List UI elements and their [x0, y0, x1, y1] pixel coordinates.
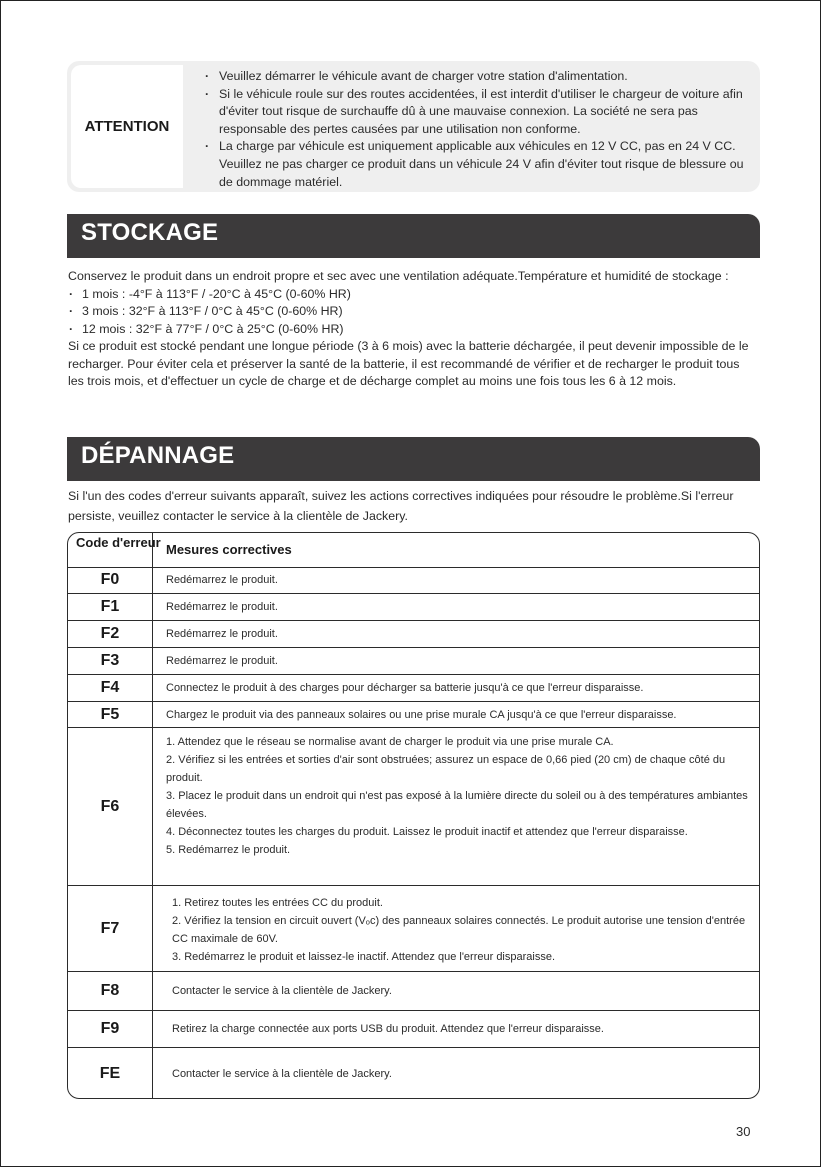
- attention-item: · Veuillez démarrer le véhicule avant de charger votre station d'alimentation.: [205, 68, 753, 86]
- corrective-action: Redémarrez le produit.: [166, 628, 278, 640]
- corrective-action: Redémarrez le produit.: [166, 601, 278, 613]
- table-row: [68, 728, 759, 886]
- error-code: F8: [100, 982, 120, 999]
- storage-note: Si ce produit est stocké pendant une longue période (3 à 6 mois) avec la batterie déchargée, il peut devenir impossible de le recharger. Pour éviter cela et préserver la santé de la batterie, il est recommandé de vérifier et de recharger le produit tous les trois mois, et d'effectuer un cycle de charge et de décharge complet au moins une fois tous les 6 à 12 mois.: [68, 339, 749, 388]
- error-code: F2: [100, 625, 120, 642]
- page-number: 30: [736, 1124, 751, 1139]
- troubleshooting-heading: DÉPANNAGE: [81, 442, 235, 469]
- error-code: F9: [100, 1020, 120, 1037]
- corrective-action: Connectez le produit à des charges pour décharger sa batterie jusqu'à ce que l'erreur disparaisse.: [166, 682, 644, 694]
- table-row: [68, 702, 759, 728]
- storage-intro: Conservez le produit dans un endroit propre et sec avec une ventilation adéquate.Température et humidité de stockage :: [68, 269, 729, 283]
- error-code: F5: [100, 705, 120, 723]
- error-code: F7: [100, 919, 120, 937]
- corrective-step: 3. Redémarrez le produit et laissez-le inactif. Attendez que l'erreur disparaisse.: [172, 951, 556, 963]
- corrective-step: 2. Vérifiez la tension en circuit ouvert (Vₒc) des panneaux solaires connectés. Le produit autorise une tension d'entrée CC maximale de 60V.: [172, 915, 746, 945]
- corrective-step: 1. Retirez toutes les entrées CC du produit.: [172, 897, 383, 909]
- attention-list: [205, 68, 753, 191]
- corrective-step: 3. Placez le produit dans un endroit qui n'est pas exposé à la lumière directe du soleil ou à des températures ambiantes élevées.: [166, 790, 748, 820]
- table-row: [68, 972, 759, 1011]
- table-row: [68, 648, 759, 675]
- corrective-step: 2. Vérifiez si les entrées et sorties d'air sont obstruées; assurez un espace de 0,66 pied (20 cm) de chaque côté du produit.: [166, 754, 726, 784]
- attention-box: [67, 61, 760, 192]
- storage-item: · 12 mois : 32°F à 77°F / 0°C à 25°C (0-60% HR): [68, 321, 758, 339]
- corrective-action: Retirez la charge connectée aux ports USB du produit. Attendez que l'erreur disparaisse.: [172, 1023, 604, 1035]
- storage-heading-bar: [67, 214, 760, 258]
- error-code: F0: [100, 571, 120, 588]
- table-row: [68, 675, 759, 702]
- storage-item: · 1 mois : -4°F à 113°F / -20°C à 45°C (0-60% HR): [68, 286, 758, 304]
- attention-title: ATTENTION: [84, 118, 170, 135]
- error-code-table: [67, 532, 760, 1099]
- error-code: F1: [100, 598, 120, 615]
- table-row: [68, 594, 759, 621]
- error-code: FE: [99, 1065, 121, 1082]
- table-row: [68, 1048, 759, 1099]
- table-header: [68, 533, 759, 568]
- table-row: [68, 567, 759, 594]
- table-row: [68, 1011, 759, 1048]
- storage-item: · 3 mois : 32°F à 113°F / 0°C à 45°C (0-60% HR): [68, 303, 758, 321]
- corrective-step: 1. Attendez que le réseau se normalise avant de charger le produit via une prise murale CA.: [166, 736, 614, 748]
- attention-item: · Si le véhicule roule sur des routes accidentées, il est interdit d'utiliser le chargeur de voiture afin d'éviter tout risque de surchauffe dû à une mauvaise connexion. La société ne sera pas responsable des pertes causées par une utilisation non conforme.: [205, 86, 753, 139]
- corrective-action: Redémarrez le produit.: [166, 655, 278, 667]
- corrective-action-list: [166, 733, 749, 859]
- corrective-action: Contacter le service à la clientèle de Jackery.: [172, 1068, 392, 1080]
- attention-item: · La charge par véhicule est uniquement applicable aux véhicules en 12 V CC, pas en 24 V CC. Veuillez ne pas charger ce produit dans un véhicule 24 V afin d'éviter tout risque de blessure ou de dommage matériel.: [205, 138, 753, 191]
- storage-list: [68, 286, 758, 339]
- corrective-step: 4. Déconnectez toutes les charges du produit. Laissez le produit inactif et attendez que l'erreur disparaisse.: [166, 826, 688, 838]
- corrective-action: Redémarrez le produit.: [166, 574, 278, 586]
- storage-heading: STOCKAGE: [81, 219, 219, 246]
- troubleshooting-intro-block: [68, 486, 758, 526]
- corrective-step: 5. Redémarrez le produit.: [166, 844, 291, 856]
- header-measures: Mesures correctives: [166, 542, 292, 557]
- troubleshooting-heading-bar: [67, 437, 760, 481]
- header-code: Code d'erreur: [76, 535, 161, 550]
- error-code: F6: [100, 797, 120, 815]
- corrective-action: Contacter le service à la clientèle de Jackery.: [172, 985, 392, 997]
- table-row: [68, 621, 759, 648]
- corrective-action-list: [172, 894, 749, 966]
- error-code: F3: [100, 652, 120, 669]
- storage-body: [68, 268, 758, 391]
- error-code: F4: [100, 679, 120, 696]
- troubleshooting-intro: Si l'un des codes d'erreur suivants apparaît, suivez les actions correctives indiquées pour résoudre le problème.Si l'erreur persiste, veuillez contacter le service à la clientèle de Jackery.: [68, 489, 734, 523]
- corrective-action: Chargez le produit via des panneaux solaires ou une prise murale CA jusqu'à ce que l'erreur disparaisse.: [166, 708, 677, 721]
- table-row: [68, 886, 759, 972]
